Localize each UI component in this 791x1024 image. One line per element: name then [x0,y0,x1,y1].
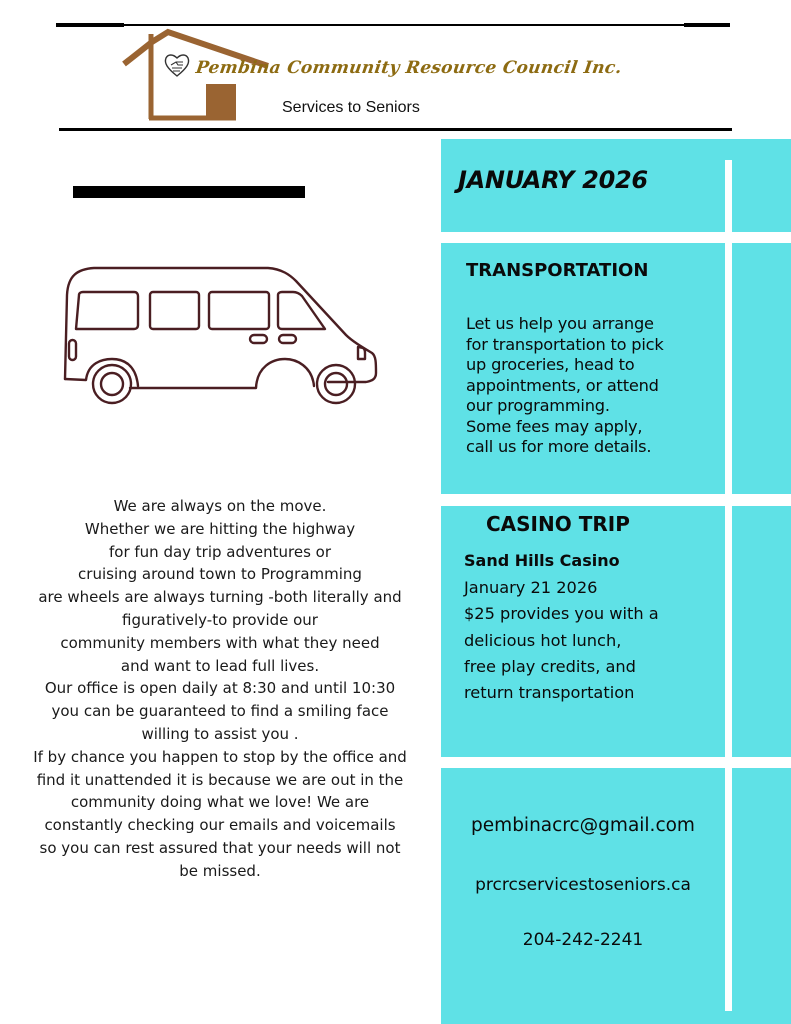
casino-line: January 21 2026 [464,578,598,597]
transportation-body [466,314,716,458]
story-line: are wheels are always turning -both literally and [38,588,402,607]
story-line: and want to lead full lives. [120,656,320,675]
casino-side-panel [732,506,791,757]
decorative-bar [73,186,305,198]
story-line: cruising around town to Programming [78,565,362,584]
contact-email[interactable]: pembinacrc@gmail.com [471,815,695,836]
month-heading: JANUARY 2026 [458,166,648,194]
top-rule-left-accent [56,23,124,27]
transportation-side-panel [732,243,791,494]
story-line: you can be guaranteed to find a smiling face [51,702,389,721]
story-line: figuratively-to provide our [122,610,318,629]
contact-panel [441,768,791,1024]
transportation-title: TRANSPORTATION [466,260,649,281]
top-rule [56,24,730,26]
story-line: find it unattended it is because we are out in the [36,770,404,789]
contact-website[interactable]: prcrcservicestoseniors.ca [475,875,691,895]
transportation-line: appointments, or attend [466,375,659,395]
casino-venue: Sand Hills Casino [464,551,620,570]
story-line: willing to assist you . [141,724,299,743]
bottom-rule [59,128,732,131]
casino-line: delicious hot lunch, [464,630,622,650]
story-paragraph [0,495,440,883]
subtitle: Services to Seniors [282,99,420,116]
casino-body [464,575,724,706]
story-line: We are always on the move. [113,497,327,515]
vertical-divider [725,232,732,506]
vertical-divider [725,768,732,1011]
transportation-line: for transportation to pick [466,334,664,354]
contact-phone[interactable]: 204-242-2241 [522,930,644,950]
top-rule-right-accent [684,23,730,27]
story-line: Whether we are hitting the highway [84,519,356,538]
org-name: Pembina Community Resource Council Inc. [194,58,624,78]
transportation-line: our programming. [466,396,610,415]
casino-line: free play credits, and [464,656,636,676]
vertical-divider [725,160,732,232]
story-line: community doing what we love! We are [70,793,370,812]
transportation-line: call us for more details. [466,437,652,456]
story-line: be missed. [179,861,261,880]
story-line: If by chance you happen to stop by the office and [33,747,407,766]
casino-line: $25 provides you with a [464,604,659,624]
transportation-line: Let us help you arrange [466,314,654,333]
story-line: Our office is open daily at 8:30 and until 10:30 [44,679,396,698]
story-line: community members with what they need [60,633,380,652]
casino-line: return transportation [464,683,635,703]
story-line: constantly checking our emails and voicemails [44,816,396,835]
story-line: so you can rest assured that your needs will not [39,838,401,857]
transportation-line: Some fees may apply, [466,416,643,436]
heart-handshake-icon [163,52,191,78]
vertical-divider [725,494,732,768]
casino-title: CASINO TRIP [486,512,630,536]
story-line: for fun day trip adventures or [108,542,332,561]
van-icon [60,255,380,410]
transportation-line: up groceries, head to [466,355,635,374]
